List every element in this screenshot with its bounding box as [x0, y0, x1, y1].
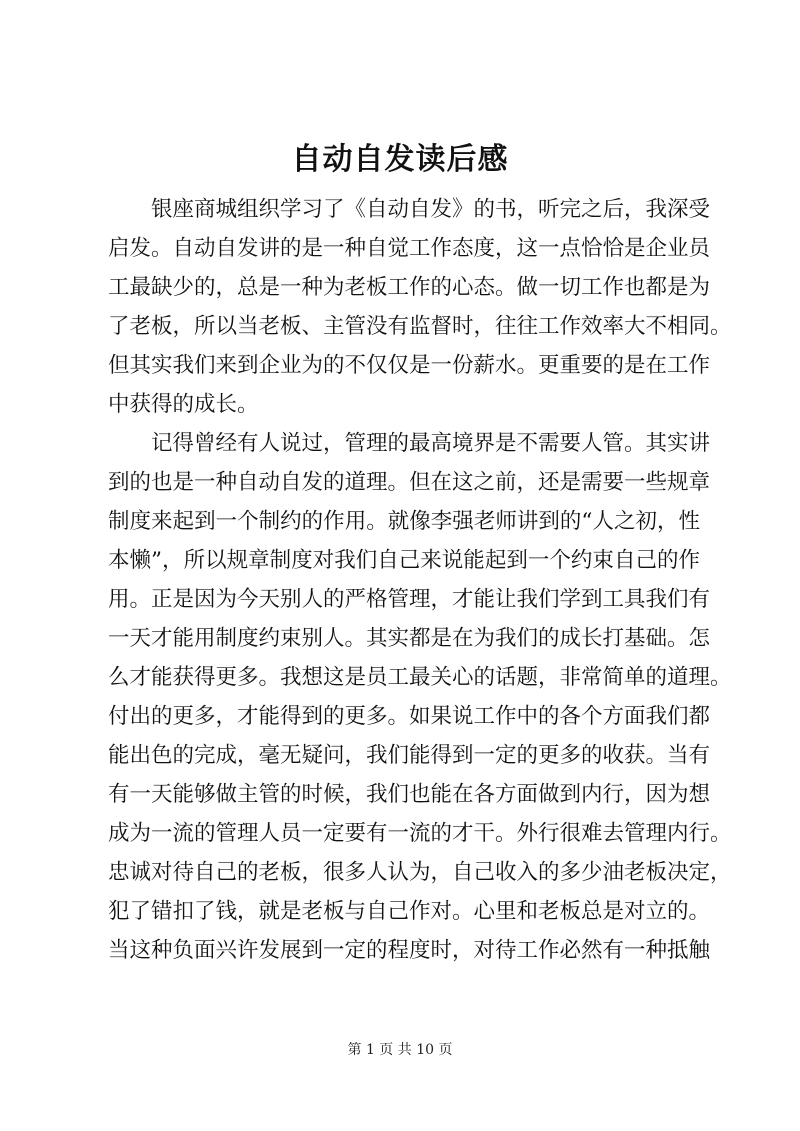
paragraph-2-line-13: 犯了错扣了钱，就是老板与自己作对。心里和老板总是对立的。 [108, 899, 711, 924]
document-body [108, 190, 732, 970]
paragraph-2-line-7: 么才能获得更多。我想这是员工最关心的话题，非常简单的道理。 [108, 665, 732, 690]
paragraph-2-line-2: 到的也是一种自动自发的道理。但在这之前，还是需要一些规章 [108, 470, 711, 495]
paragraph-2-line-6: 一天才能用制度约束别人。其实都是在为我们的成长打基础。怎 [108, 626, 711, 651]
paragraph-2-line-8: 付出的更多，才能得到的更多。如果说工作中的各个方面我们都 [108, 704, 711, 729]
paragraph-1-line-5: 但其实我们来到企业为的不仅仅是一份薪水。更重要的是在工作 [108, 353, 711, 378]
page-title: 自动自发读后感 [291, 142, 509, 177]
paragraph-1-line-6: 中获得的成长。 [108, 392, 259, 417]
paragraph-2-line-11: 成为一流的管理人员一定要有一流的才干。外行很难去管理内行。 [108, 821, 732, 846]
paragraph-2-line-12: 忠诚对待自己的老板，很多人认为，自己收入的多少油老板决定， [108, 860, 732, 885]
paragraph-2-line-3: 制度来起到一个制约的作用。就像李强老师讲到的“人之初，性 [108, 509, 700, 534]
paragraph-2-line-4: 本懒”，所以规章制度对我们自己来说能起到一个约束自己的作 [108, 548, 700, 573]
page-number-footer: 第 1 页 共 10 页 [347, 1042, 453, 1058]
paragraph-2-line-5: 用。正是因为今天别人的严格管理，才能让我们学到工具我们有 [108, 587, 711, 612]
paragraph-2-line-10: 有一天能够做主管的时候，我们也能在各方面做到内行，因为想 [108, 782, 711, 807]
paragraph-1-line-2: 启发。自动自发讲的是一种自觉工作态度，这一点恰恰是企业员 [108, 236, 711, 261]
paragraph-2-line-9: 能出色的完成，毫无疑问，我们能得到一定的更多的收获。当有 [108, 743, 711, 768]
paragraph-1-line-4: 了老板，所以当老板、主管没有监督时，往往工作效率大不相同。 [108, 314, 732, 339]
paragraph-1-line-1: 银座商城组织学习了《自动自发》的书，听完之后，我深受 [151, 197, 711, 222]
paragraph-2-line-14: 当这种负面兴许发展到一定的程度时，对待工作必然有一种抵触 [108, 938, 711, 963]
paragraph-2-line-1: 记得曾经有人说过，管理的最高境界是不需要人管。其实讲 [151, 431, 711, 456]
paragraph-1-line-3: 工最缺少的，总是一种为老板工作的心态。做一切工作也都是为 [108, 275, 711, 300]
